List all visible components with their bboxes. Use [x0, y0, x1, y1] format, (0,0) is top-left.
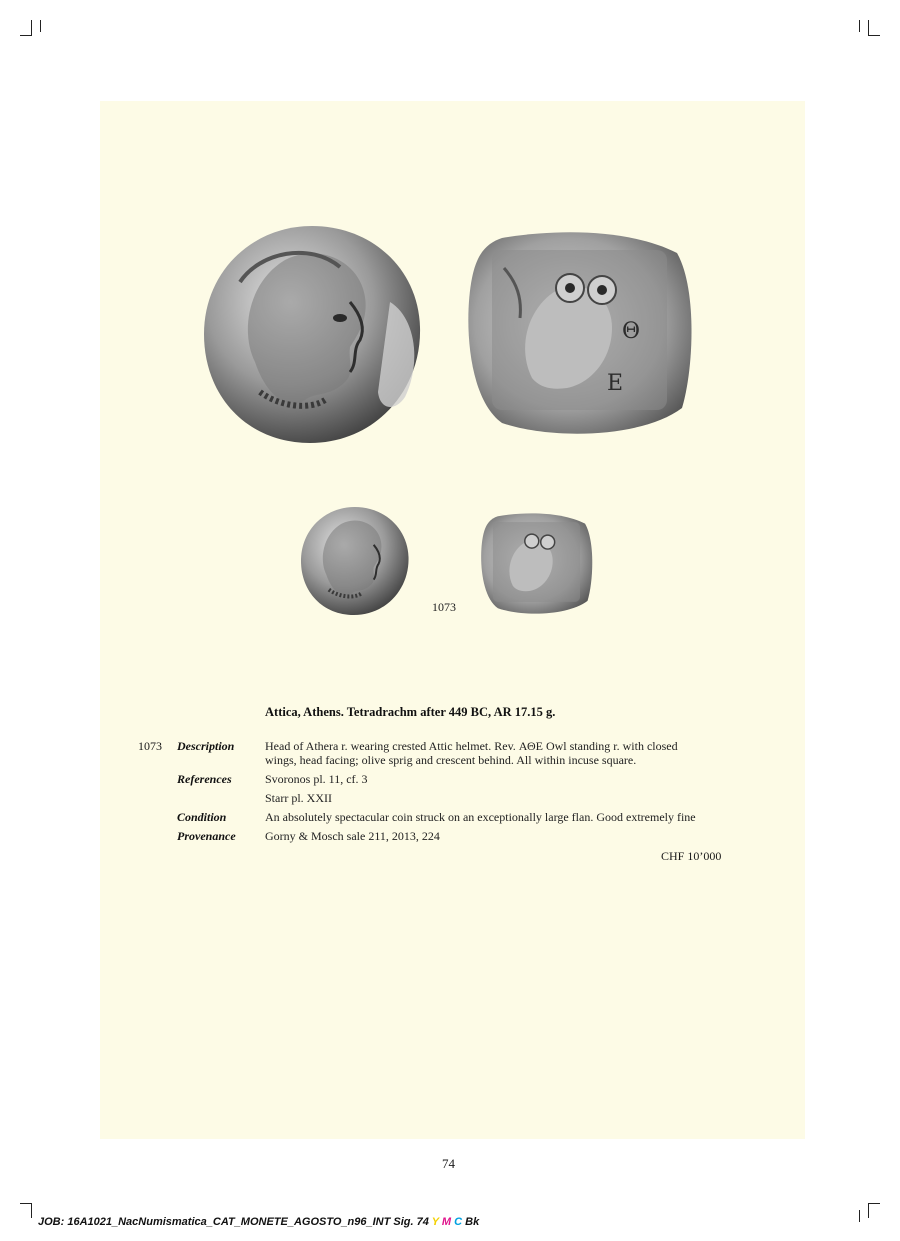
lot-title: Attica, Athens. Tetradrachm after 449 BC, AR 17.15 g.: [265, 705, 556, 719]
color-m-label: M: [441, 1216, 452, 1228]
color-bk-label: Bk: [465, 1216, 480, 1228]
color-c-label: C: [454, 1216, 463, 1228]
plate-lot-number: 1073: [432, 600, 456, 614]
description-line-1: Head of Athera r. wearing crested Attic helmet. Rev. ΑΘΕ Owl standing r. with closed: [265, 739, 678, 753]
color-y-label: Y: [431, 1216, 439, 1228]
svg-text:Ε: Ε: [607, 371, 624, 396]
reference-svoronos: Svoronos pl. 11, cf. 3: [265, 772, 368, 786]
condition-label: Condition: [177, 810, 227, 824]
page-number: 74: [442, 1156, 455, 1171]
coin-reverse-small-image: [478, 511, 595, 617]
svg-text:Θ: Θ: [622, 319, 641, 344]
coin-obverse-large-image: [200, 222, 425, 447]
lot-number: 1073: [138, 739, 162, 753]
print-job-slug: [38, 1216, 479, 1228]
reference-starr: Starr pl. XXII: [265, 791, 332, 805]
estimate-price: CHF 10’000: [661, 849, 722, 863]
provenance-label: Provenance: [177, 829, 236, 843]
coin-obverse-small-image: [299, 505, 411, 617]
coin-reverse-large-image: [462, 228, 697, 440]
references-label: References: [177, 772, 232, 786]
description-label: Description: [177, 739, 235, 753]
provenance-text: Gorny & Mosch sale 211, 2013, 224: [265, 829, 440, 843]
description-line-2: wings, head facing; olive sprig and crescent behind. All within incuse square.: [265, 753, 637, 767]
print-job-text: JOB: 16A1021_NacNumismatica_CAT_MONETE_AGOSTO_n96_INT Sig. 74: [38, 1216, 429, 1228]
condition-text: An absolutely spectacular coin struck on an exceptionally large flan. Good extremely fine: [265, 810, 696, 824]
